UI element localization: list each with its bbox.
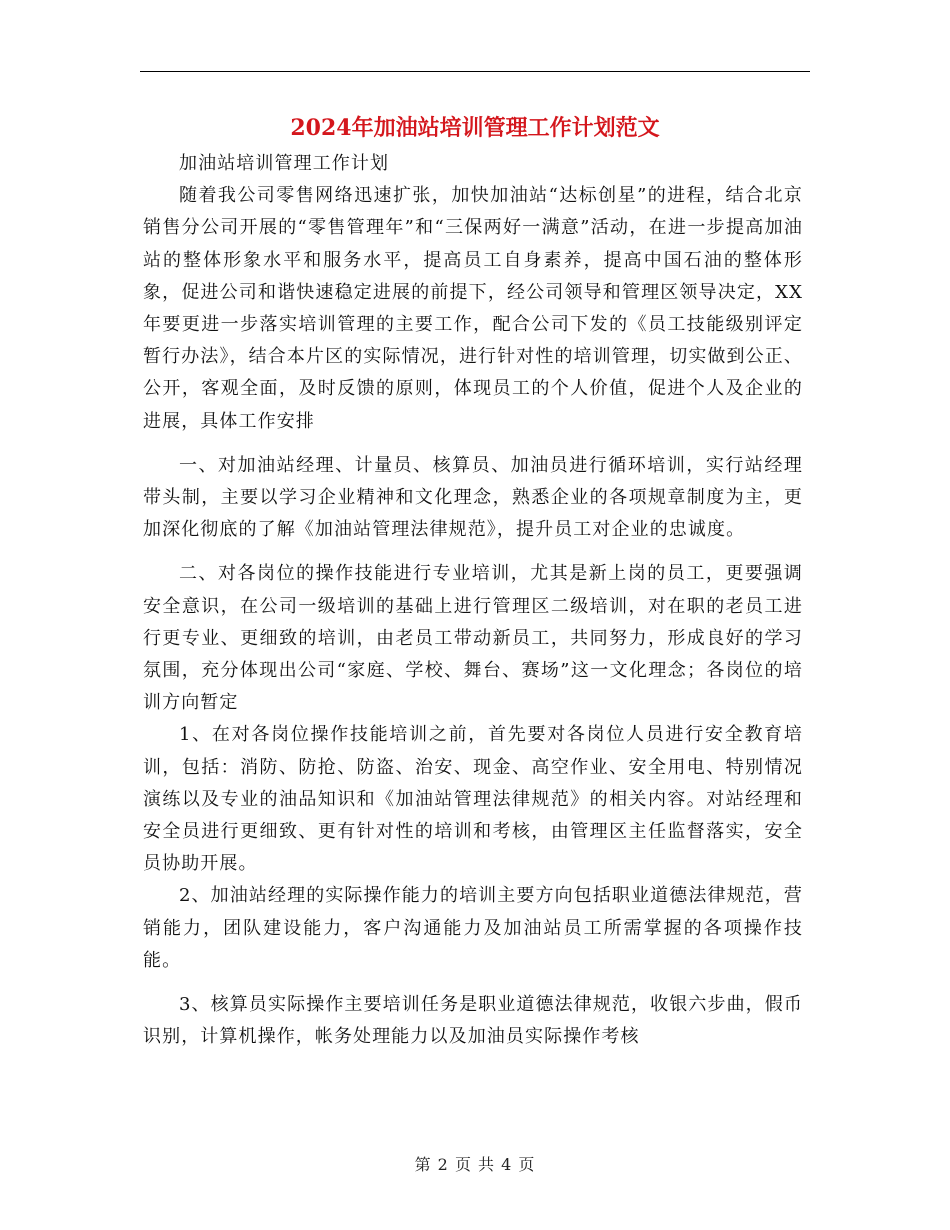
header-rule <box>140 71 810 72</box>
item-two-paragraph: 2、加油站经理的实际操作能力的培训主要方向包括职业道德法律规范，营销能力，团队建设能力，客户沟通能力及加油站员工所需掌握的各项操作技能。 <box>143 885 803 971</box>
section-two-paragraph: 二、对各岗位的操作技能进行专业培训，尤其是新上岗的员工，更要强调安全意识，在公司一级培训的基础上进行管理区二级培训，对在职的老员工进行更专业、更细致的培训，由老员工带动新员工，共同努力，形成良好的学习氛围，充分体现出公司“家庭、学校、舞台、赛场”这一文化理念；各岗位的培训方向暂定 <box>143 563 803 714</box>
document-title: 2024年加油站培训管理工作计划范文 <box>290 115 660 141</box>
subtitle-paragraph: 加油站培训管理工作计划 <box>179 153 390 174</box>
section-one-paragraph: 一、对加油站经理、计量员、核算员、加油员进行循环培训，实行站经理带头制，主要以学习企业精神和文化理念，熟悉企业的各项规章制度为主，更加深化彻底的了解《加油站管理法律规范》，提升员工对企业的忠诚度。 <box>143 454 803 541</box>
intro-paragraph: 随着我公司零售网络迅速扩张，加快加油站“达标创星”的进程，结合北京销售分公司开展的“零售管理年”和“三保两好一满意”活动，在进一步提高加油站的整体形象水平和服务水平，提高员工自身素养，提高中国石油的整体形象，促进公司和谐快速稳定进展的前提下，经公司领导和管理区领导决定，XX年要更进一步落实培训管理的主要工作，配合公司下发的《员工技能级别评定暂行办法》，结合本片区的实际情况，进行针对性的培训管理，切实做到公正、公开，客观全面，及时反馈的原则，体现员工的个人价值，促进个人及企业的进展，具体工作安排 <box>143 185 803 432</box>
item-one-paragraph: 1、在对各岗位操作技能培训之前，首先要对各岗位人员进行安全教育培训，包括：消防、防抢、防盗、治安、现金、高空作业、安全用电、特别情况演练以及专业的油品知识和《加油站管理法律规范》的相关内容。对站经理和安全员进行更细致、更有针对性的培训和考核，由管理区主任监督落实，安全员协助开展。 <box>143 724 803 875</box>
item-three-paragraph: 3、核算员实际操作主要培训任务是职业道德法律规范，收银六步曲，假币识别，计算机操作，帐务处理能力以及加油员实际操作考核 <box>143 994 803 1048</box>
document-body <box>143 148 803 1053</box>
page-number-footer: 第 2 页 共 4 页 <box>414 1155 536 1174</box>
